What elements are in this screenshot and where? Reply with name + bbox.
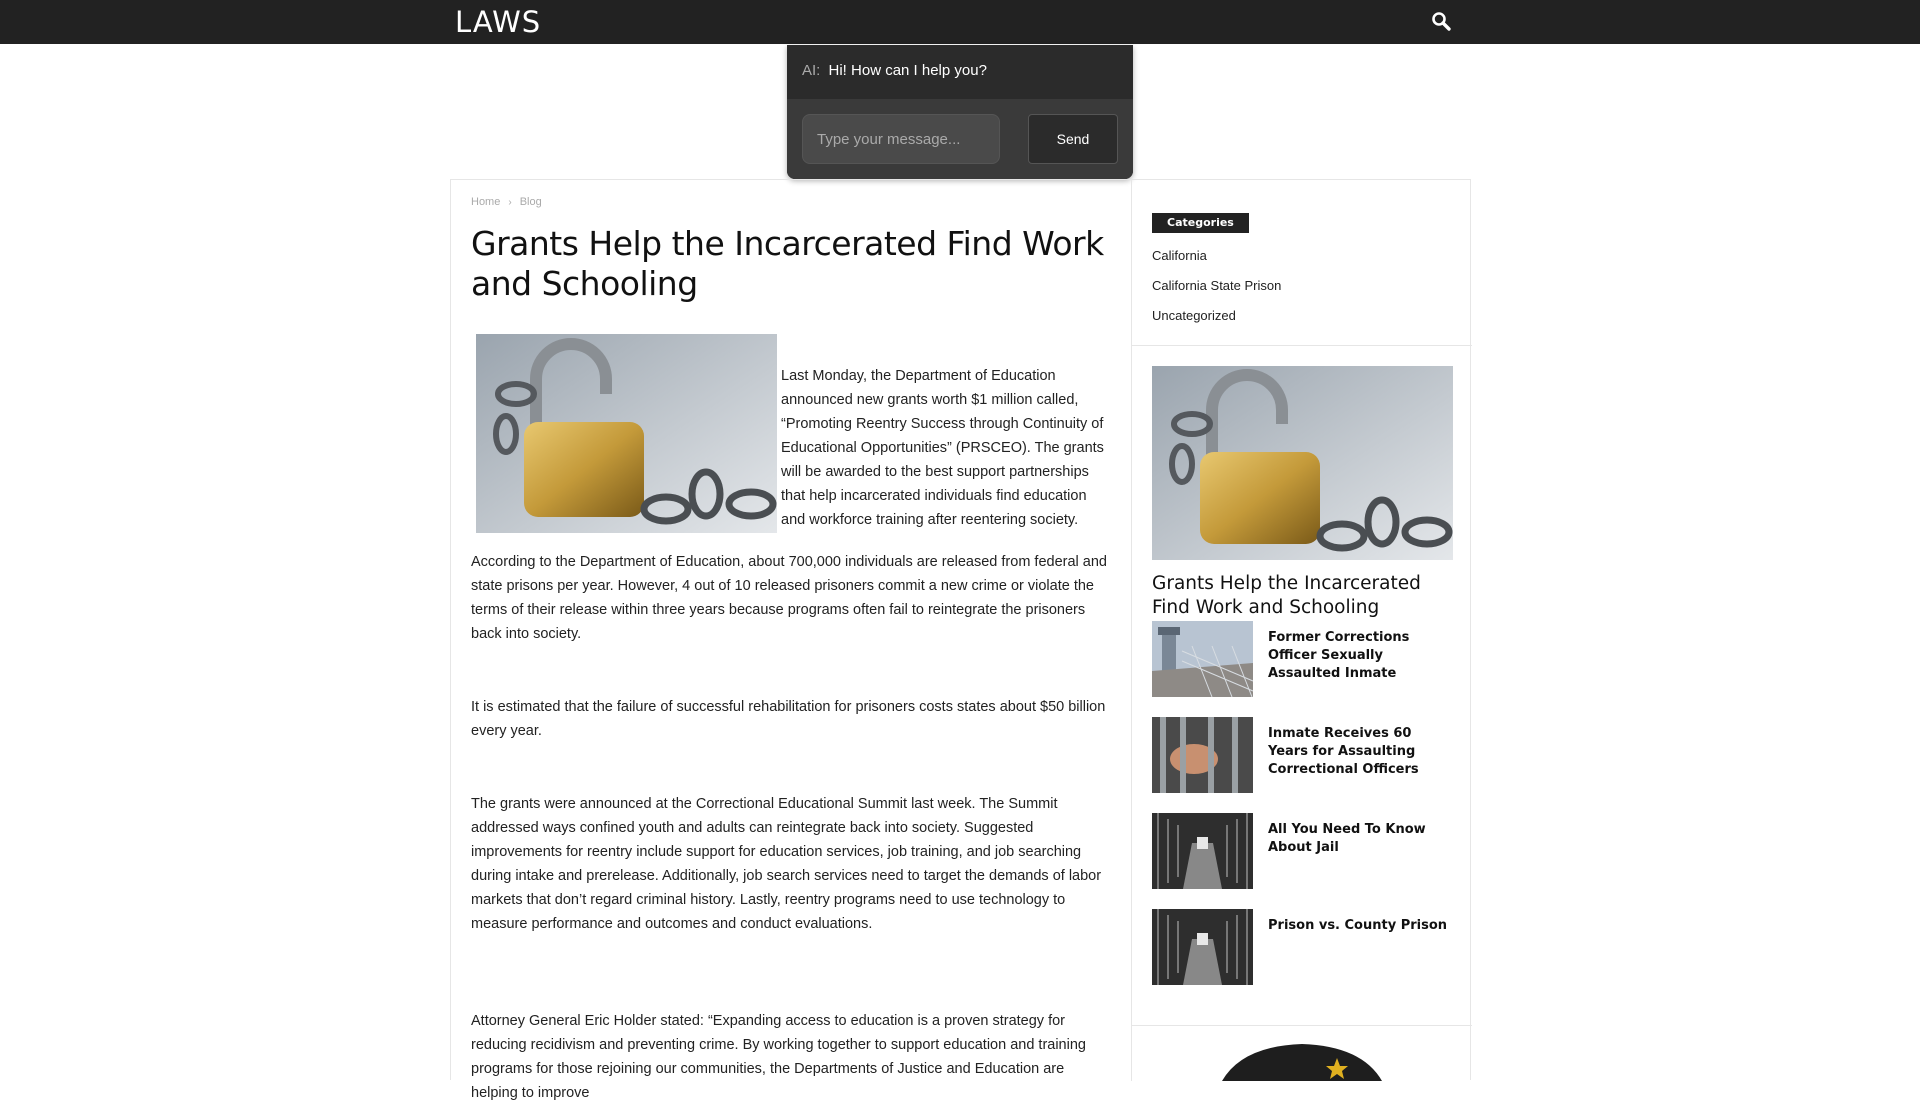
prison-corridor-thumbnail (1152, 813, 1253, 889)
chat-sender-label: AI: (802, 62, 821, 79)
featured-post-title[interactable]: Grants Help the Incarcerated Find Work and Schooling (1152, 573, 1421, 618)
prison-corridor-thumbnail (1152, 909, 1253, 985)
post-title: Grants Help the Incarcerated Find Work and Schooling (471, 224, 1104, 303)
article-column (451, 180, 1132, 1101)
recent-post-item[interactable] (1152, 717, 1452, 793)
article-paragraph: It is estimated that the failure of successful rehabilitation for prisoners costs states about $50 billion every year. (471, 699, 1106, 739)
breadcrumb-home[interactable]: Home (471, 196, 501, 208)
article-paragraph: The grants were announced at the Correctional Educational Summit last week. The Summit addressed ways confined youth and adults can reintegrate back into society. Suggested improvements for reentry include support for education services, job training, and job searching during intake and prerelease. Additionally, job search services need to target the demands of labor markets that don’t regard criminal history. Lastly, reentry programs need to use technology to measure performance and outcomes and conduct evaluations. (471, 796, 1102, 932)
prison-fence-thumbnail (1152, 621, 1253, 697)
chat-greeting: Hi! How can I help you? (828, 62, 987, 79)
content-container (450, 179, 1471, 1101)
padlock-chain-image (476, 334, 777, 533)
categories-heading: Categories (1152, 213, 1249, 233)
site-logo[interactable]: LAWS (455, 5, 542, 39)
recent-post-title: Prison vs. County Prison (1268, 918, 1448, 933)
breadcrumb-blog[interactable]: Blog (519, 196, 542, 208)
breadcrumb-separator-icon: › (508, 197, 512, 208)
police-cap-image (1132, 1026, 1472, 1081)
recent-post-title: Former Corrections Officer Sexually Assaulted Inmate (1268, 630, 1410, 681)
top-navbar (0, 0, 1920, 44)
category-link[interactable]: California State Prison (1152, 278, 1282, 293)
chat-message-input[interactable] (802, 114, 1000, 164)
chat-message (787, 45, 1133, 99)
recent-post-title: Inmate Receives 60 Years for Assaulting Correctional Officers (1268, 726, 1419, 777)
recent-posts-widget (1132, 346, 1472, 1026)
chat-send-button[interactable]: Send (1028, 114, 1118, 164)
categories-widget (1132, 180, 1472, 346)
recent-post-title: All You Need To Know About Jail (1268, 822, 1426, 855)
article-paragraph: Attorney General Eric Holder stated: “Expanding access to education is a proven strategy for reducing recidivism and preventing crime. By working together to support education and training programs for those rejoining our communities, the Departments of Justice and Education are helping to improve (471, 1013, 1086, 1101)
breadcrumb (471, 196, 542, 208)
search-icon (1430, 10, 1454, 34)
sidebar (1132, 180, 1472, 1081)
recent-post-item[interactable] (1152, 909, 1452, 985)
hand-prison-bars-thumbnail (1152, 717, 1253, 793)
article-paragraph: According to the Department of Education, about 700,000 individuals are released from federal and state prisons per year. However, 4 out of 10 released prisoners commit a new crime or violate the terms of their release within three years because programs often fail to reintegrate the prisoners back into society. (471, 554, 1107, 642)
category-link[interactable]: California (1152, 248, 1207, 263)
recent-post-item[interactable] (1152, 621, 1452, 697)
chat-input-area (787, 99, 1133, 179)
category-link[interactable]: Uncategorized (1152, 308, 1236, 323)
article-intro: Last Monday, the Department of Education announced new grants worth $1 million called, “Promoting Reentry Success through Continuity of Educational Opportunities” (PRSCEO). The grants will be awarded to the best support partnerships that help incarcerated individuals find education and workforce training after reentering society. (781, 368, 1104, 528)
search-button[interactable] (1430, 10, 1454, 34)
recent-post-item[interactable] (1152, 813, 1452, 889)
featured-post-image[interactable] (1152, 366, 1453, 560)
chat-widget (787, 45, 1133, 179)
sidebar-ad-widget (1132, 1026, 1472, 1081)
